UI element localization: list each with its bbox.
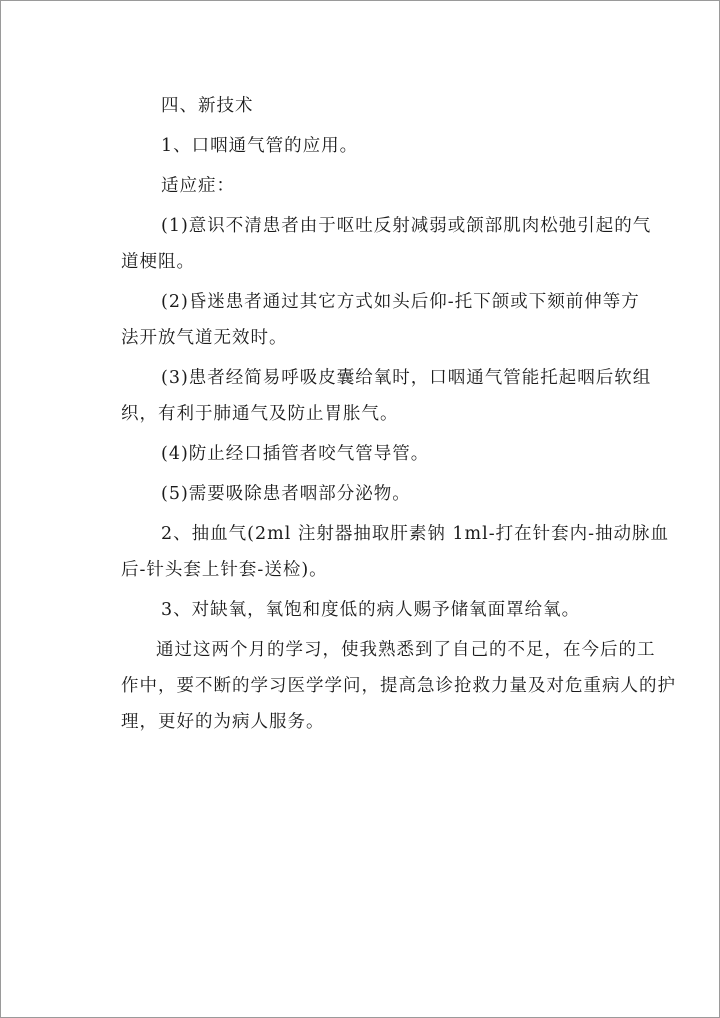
indication-3-line-2: 织，有利于肺通气及防止胃胀气。 [121,404,399,424]
conclusion-paragraph [121,632,676,740]
indication-1-line-2: 道梗阻。 [121,252,195,272]
item-1-title: 1、口咽通气管的应用。 [161,136,359,156]
item-2-line-2: 后-针头套上针套-送检)。 [121,560,328,580]
indication-1-line-1: (1)意识不清患者由于呕吐反射减弱或颌部肌肉松弛引起的气 [161,216,652,236]
conclusion-line-1: 通过这两个月的学习，使我熟悉到了自己的不足，在今后的工 [156,640,656,660]
conclusion-line-2: 作中，要不断的学习医学学问，提高急诊抢救力量及对危重病人的护 [121,676,676,696]
indication-3 [121,360,652,432]
item-2-line-1: 2、抽血气(2ml 注射器抽取肝素钠 1ml-打在针套内-抽动脉血 [161,524,670,544]
indication-2 [121,284,640,356]
indication-2-line-1: (2)昏迷患者通过其它方式如头后仰-托下颌或下颏前伸等方 [161,292,640,312]
item-3: 3、对缺氧，氧饱和度低的病人赐予储氧面罩给氧。 [161,600,581,620]
conclusion-line-3: 理，更好的为病人服务。 [121,712,325,732]
indication-5: (5)需要吸除患者咽部分泌物。 [161,484,411,504]
document-body [121,88,676,740]
item-2 [121,516,670,588]
section-heading: 四、新技术 [161,96,254,116]
indication-1 [121,208,652,280]
indication-2-line-2: 法开放气道无效时。 [121,328,288,348]
indication-4: (4)防止经口插管者咬气管导管。 [161,444,430,464]
indication-3-line-1: (3)患者经简易呼吸皮囊给氧时，口咽通气管能托起咽后软组 [161,368,652,388]
indications-label: 适应症： [161,176,235,196]
